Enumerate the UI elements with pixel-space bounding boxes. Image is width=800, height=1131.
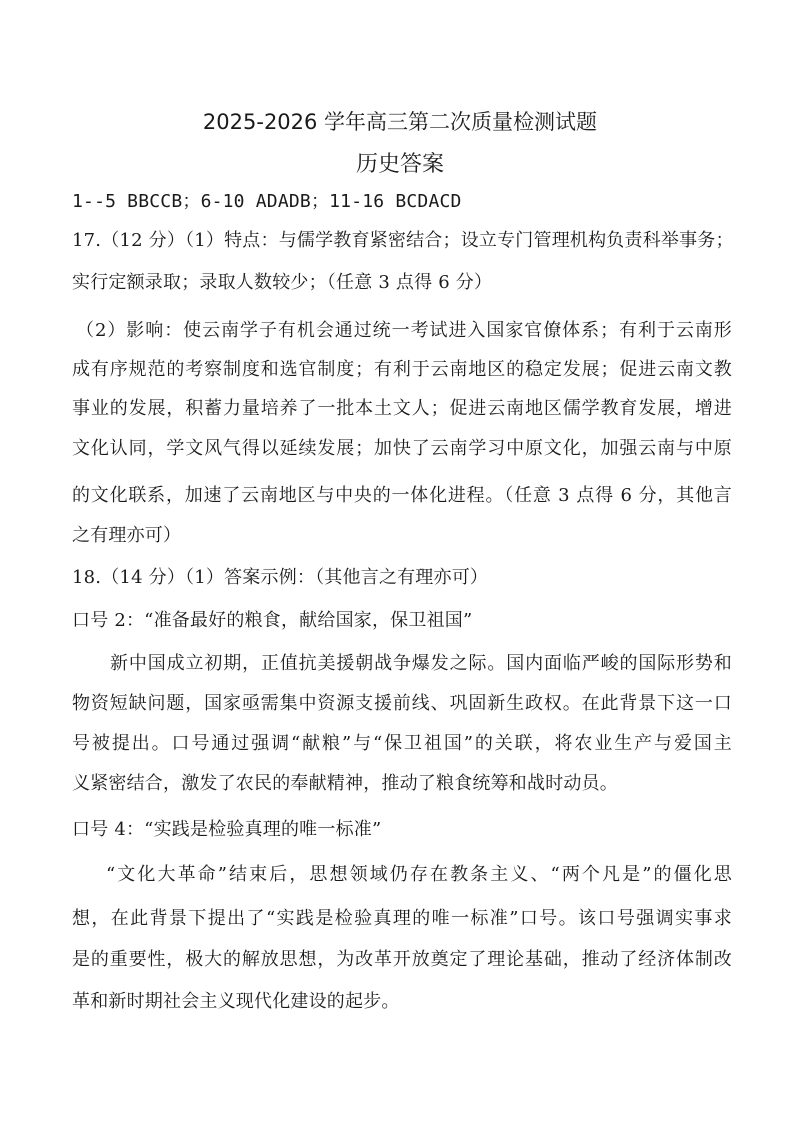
mcq-answers: 1--5 BBCCB；6-10 ADADB；11-16 BCDACD	[72, 191, 462, 212]
slogan-2-para-line-1: 新中国成立初期，正值抗美援朝战争爆发之际。国内面临严峻的国际形势和	[110, 653, 732, 674]
q17-line-8: 之有理亦可）	[72, 525, 182, 546]
q17-line-2: 实行定额录取；录取人数较少；（任意 3 点得 6 分）	[72, 272, 493, 293]
q17-line-4: 成有序规范的考察制度和选官制度；有利于云南地区的稳定发展；促进云南文教	[72, 359, 732, 380]
q17-line-3: （2）影响：使云南学子有机会通过统一考试进入国家官僚体系；有利于云南形	[76, 320, 732, 341]
slogan-4-para-line-3: 是的重要性，极大的解放思想，为改革开放奠定了理论基础，推动了经济体制改	[72, 949, 732, 970]
slogan-2-heading: 口号 2：“准备最好的粮食，献给国家，保卫祖国”	[72, 610, 473, 631]
slogan-4-para-line-4: 革和新时期社会主义现代化建设的起步。	[72, 991, 400, 1012]
slogan-2-para-line-3: 号被提出。口号通过强调“献粮”与“保卫祖国”的关联，将农业生产与爱国主	[72, 733, 732, 754]
slogan-4-heading: 口号 4：“实践是检验真理的唯一标准”	[72, 819, 382, 840]
page-title: 2025-2026 学年高三第二次质量检测试题	[202, 110, 598, 134]
slogan-4-para-line-2: 想，在此背景下提出了“实践是检验真理的唯一标准”口号。该口号强调实事求	[72, 908, 732, 929]
q17-line-5: 事业的发展，积蓄力量培养了一批本土文人；促进云南地区儒学教育发展，增进	[72, 398, 732, 419]
slogan-4-para-line-1: “文化大革命”结束后，思想领域仍存在教条主义、“两个凡是”的僵化思	[106, 864, 732, 885]
q18-line-1: 18.（14 分）（1）答案示例：（其他言之有理亦可）	[72, 567, 489, 588]
page-subtitle: 历史答案	[355, 152, 444, 177]
slogan-2-para-line-2: 物资短缺问题，国家亟需集中资源支援前线、巩固新生政权。在此背景下这一口	[72, 693, 732, 714]
q17-line-1: 17.（12 分）（1）特点：与儒学教育紧密结合；设立专门管理机构负责科举事务；	[72, 230, 734, 251]
q17-line-7: 的文化联系，加速了云南地区与中央的一体化进程。（任意 3 点得 6 分，其他言	[72, 485, 732, 506]
q17-line-6: 文化认同，学文风气得以延续发展；加快了云南学习中原文化，加强云南与中原	[72, 438, 732, 459]
slogan-2-para-line-4: 义紧密结合，激发了农民的奉献精神，推动了粮食统筹和战时动员。	[72, 773, 618, 794]
